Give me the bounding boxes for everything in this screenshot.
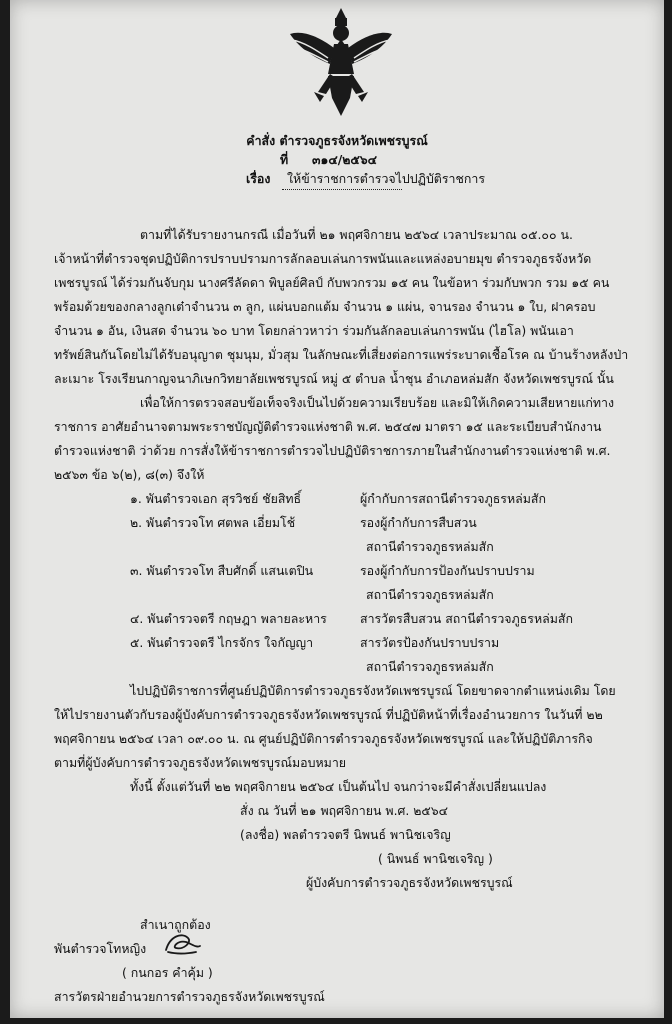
- handwritten-signature-icon: [162, 928, 204, 958]
- body-line: ตามที่ได้รับรายงานกรณี เมื่อวันที่ ๒๑ พฤศจิกายน ๒๕๖๔ เวลาประมาณ ๐๕.๐๐ น.: [140, 227, 573, 242]
- body-line: ๒๕๖๓ ข้อ ๖(๒), ๘(๓) จึงให้: [54, 467, 205, 482]
- officer-name: ๒. พันตำรวจโท ศตพล เอี่ยมโช้: [130, 515, 296, 530]
- signed-by: (ลงชื่อ) พลตำรวจตรี นิพนธ์ พานิชเจริญ: [240, 827, 451, 842]
- closing-line: ตามที่ผู้บังคับการตำรวจภูธรจังหวัดเพชรบูรณ์มอบหมาย: [54, 755, 347, 770]
- officer-name: ๑. พันตำรวจเอก สุรวิชย์ ชัยสิทธิ์: [130, 491, 302, 506]
- subject-text: ให้ข้าราชการตำรวจไปปฏิบัติราชการ: [287, 171, 485, 186]
- copy-cert-rank: พันตำรวจโทหญิง: [54, 941, 147, 956]
- signing-date: สั่ง ณ วันที่ ๒๑ พฤศจิกายน พ.ศ. ๒๕๖๔: [240, 803, 449, 818]
- officer-position: สารวัตรป้องกันปราบปราม: [360, 635, 500, 650]
- officer-position: สารวัตรสืบสวน สถานีตำรวจภูธรหล่มสัก: [360, 611, 573, 626]
- body-line: ราชการ อาศัยอำนาจตามพระราชบัญญัติตำรวจแห่งชาติ พ.ศ. ๒๕๔๗ มาตรา ๑๕ และระเบียบสำนักงาน: [54, 419, 602, 434]
- officer-position: สถานีตำรวจภูธรหล่มสัก: [366, 587, 494, 602]
- closing-line: พฤศจิกายน ๒๕๖๔ เวลา ๐๙.๐๐ น. ณ ศูนย์ปฏิบัติการตำรวจภูธรจังหวัดเพชรบูรณ์ และให้ปฏิบัติภารกิจ: [54, 731, 593, 746]
- officer-position: ผู้กำกับการสถานีตำรวจภูธรหล่มสัก: [360, 491, 546, 506]
- closing-line: ให้ไปรายงานตัวกับรองผู้บังคับการตำรวจภูธรจังหวัดเพชรบูรณ์ ที่ปฏิบัติหน้าที่เรื่องอำนวยการ ในวันที่ ๒๒: [54, 707, 603, 722]
- subject-label: เรื่อง: [246, 171, 271, 186]
- copy-cert-name: ( กนกอร คำคุ้ม ): [122, 965, 213, 980]
- order-title: คำสั่ง ตำรวจภูธรจังหวัดเพชรบูรณ์: [246, 133, 428, 148]
- officer-name: ๔. พันตำรวจตรี กฤษฎา พลายละหาร: [130, 611, 327, 626]
- body-line: จำนวน ๑ อัน, เงินสด จำนวน ๖๐ บาท โดยกล่าวหาว่า ร่วมกันลักลอบเล่นการพนัน (ไฮโล) พนันเอา: [54, 323, 574, 338]
- garuda-emblem-icon: [288, 6, 394, 118]
- officer-name: ๓. พันตำรวจโท สืบศักดิ์ แสนเตปิน: [130, 563, 314, 578]
- officer-position: สถานีตำรวจภูธรหล่มสัก: [366, 659, 494, 674]
- body-line: เพื่อให้การตรวจสอบข้อเท็จจริงเป็นไปด้วยความเรียบร้อย และมิให้เกิดความเสียหายแก่ทาง: [140, 395, 615, 410]
- body-line: ตำรวจแห่งชาติ ว่าด้วย การสั่งให้ข้าราชการตำรวจไปปฏิบัติราชการภายในสำนักงานตำรวจแห่งชาติ พ.ศ.: [54, 443, 611, 458]
- closing-line: ทั้งนี้ ตั้งแต่วันที่ ๒๒ พฤศจิกายน ๒๕๖๔ เป็นต้นไป จนกว่าจะมีคำสั่งเปลี่ยนแปลง: [130, 779, 547, 794]
- copy-cert-title: สำเนาถูกต้อง: [140, 917, 211, 932]
- body-line: เจ้าหน้าที่ตำรวจชุดปฏิบัติการปราบปรามการลักลอบเล่นการพนันและแหล่งอบายมุข ตำรวจภูธรจังหวัด: [54, 251, 592, 266]
- copy-cert-position: สารวัตรฝ่ายอำนวยการตำรวจภูธรจังหวัดเพชรบูรณ์: [54, 989, 325, 1004]
- body-line: เพชรบูรณ์ ได้ร่วมกันจับกุม นางศรีลัดดา พิบูลย์ศิลป์ กับพวกรวม ๑๕ คน ในข้อหา ร่วมกับพวก รวม ๑๕ คน: [54, 275, 610, 290]
- header-divider: [282, 189, 402, 190]
- order-number-label: ที่: [280, 152, 289, 167]
- officer-name: ๕. พันตำรวจตรี ไกรจักร ใจกัญญา: [130, 635, 314, 650]
- document-page: [10, 0, 664, 1018]
- officer-position: รองผู้กำกับการสืบสวน: [360, 515, 477, 530]
- order-number: ๓๑๔/๒๕๖๔: [312, 152, 378, 167]
- officer-position: สถานีตำรวจภูธรหล่มสัก: [366, 539, 494, 554]
- body-line: ทรัพย์สินกันโดยไม่ได้รับอนุญาต ชุมนุม, มั่วสุม ในลักษณะที่เสี่ยงต่อการแพร่ระบาดเชื้อโรค ณ บ้านร้างหลังป่า: [54, 347, 629, 362]
- closing-line: ไปปฏิบัติราชการที่ศูนย์ปฏิบัติการตำรวจภูธรจังหวัดเพชรบูรณ์ โดยขาดจากตำแหน่งเดิม โดย: [130, 683, 616, 698]
- signer-position: ผู้บังคับการตำรวจภูธรจังหวัดเพชรบูรณ์: [306, 875, 513, 890]
- body-line: พร้อมด้วยของกลางลูกเต๋าจำนวน ๓ ลูก, แผ่นบอกแต้ม จำนวน ๑ แผ่น, จานรอง จำนวน ๑ ใบ, ฝาครอบ: [54, 299, 596, 314]
- body-line: ละเมาะ โรงเรียนกาญจนาภิเษกวิทยาลัยเพชรบูรณ์ หมู่ ๕ ตำบล น้ำชุน อำเภอหล่มสัก จังหวัดเพชรบูรณ์ นั้น: [54, 371, 614, 386]
- officer-position: รองผู้กำกับการป้องกันปราบปราม: [360, 563, 535, 578]
- signer-printed-name: ( นิพนธ์ พานิชเจริญ ): [378, 851, 493, 866]
